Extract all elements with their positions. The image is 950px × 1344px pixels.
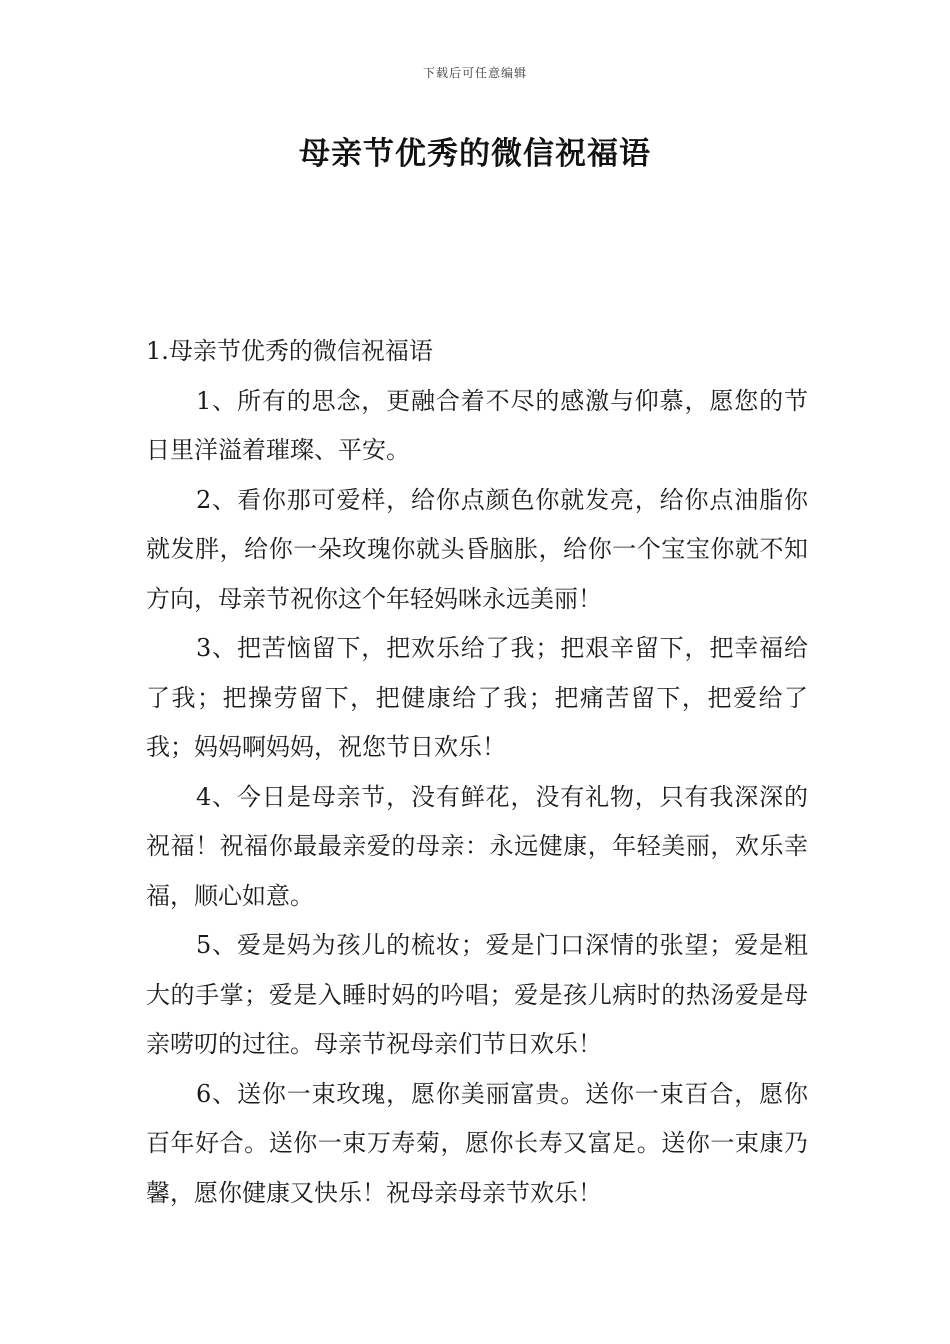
paragraph: 1、所有的思念，更融合着不尽的感激与仰慕，愿您的节日里洋溢着璀璨、平安。 xyxy=(146,386,808,464)
paragraph: 2、看你那可爱样，给你点颜色你就发亮，给你点油脂你就发胖，给你一朵玫瑰你就头昏脑胀，给你一个宝宝你就不知方向，母亲节祝你这个年轻妈咪永远美丽！ xyxy=(146,485,808,613)
document-title: 母亲节优秀的微信祝福语 xyxy=(299,136,651,172)
paragraph: 6、送你一束玫瑰，愿你美丽富贵。送你一束百合，愿你百年好合。送你一束万寿菊，愿你长寿又富足。送你一束康乃馨，愿你健康又快乐！祝母亲母亲节欢乐！ xyxy=(146,1079,808,1207)
page-header-note: 下载后可任意编辑 xyxy=(422,66,527,80)
paragraph: 5、爱是妈为孩儿的梳妆；爱是门口深情的张望；爱是粗大的手掌；爱是入睡时妈的吟唱；爱是孩儿病时的热汤爱是母亲唠叨的过往。母亲节祝母亲们节日欢乐！ xyxy=(146,931,808,1058)
section-heading: 1.母亲节优秀的微信祝福语 xyxy=(146,337,433,365)
paragraph: 4、今日是母亲节，没有鲜花，没有礼物，只有我深深的祝福！祝福你最最亲爱的母亲：永远健康，年轻美丽，欢乐幸福，顺心如意。 xyxy=(146,782,808,910)
document-body xyxy=(146,327,808,1218)
paragraph: 3、把苦恼留下，把欢乐给了我；把艰辛留下，把幸福给了我；把操劳留下，把健康给了我；把痛苦留下，把爱给了我；妈妈啊妈妈，祝您节日欢乐！ xyxy=(146,634,808,761)
